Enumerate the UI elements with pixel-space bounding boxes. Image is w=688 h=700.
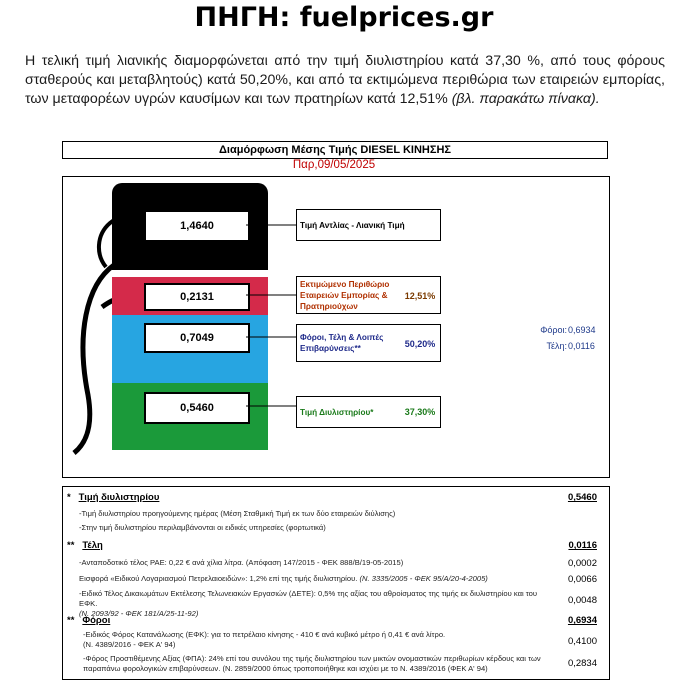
chart-title: Διαμόρφωση Μέσης Τιμής DIESEL ΚΙΝΗΣΗΣ (62, 141, 608, 159)
tax-row-1-text: -Ειδικός Φόρος Κατανάλωσης (ΕΦΚ): για το πετρέλαιο κίνησης - 410 € ανά κυβικό μέτρο ή 0,41 € ανά λίτρο. (83, 630, 446, 639)
tax-row-1-ref: (Ν. 4389/2016 - ΦΕΚ Α' 94) (83, 640, 176, 649)
margins-value: 0,2131 (144, 283, 250, 311)
refinery-title: Τιμή διυλιστηρίου (78, 492, 160, 503)
tax-row-2-ref: (Ν. 2859/2000 όπως τροποποιήθηκε και ισχύει με το Ν. 4389/2016 (ΦΕΚ Α' 94) (222, 664, 488, 673)
fee-row-2-value: 0,0066 (567, 574, 597, 585)
fees-total: 0,0116 (568, 540, 597, 551)
refinery-marker: * (67, 492, 71, 503)
side-teli-label: Τέλη: (546, 341, 567, 351)
taxes-value: 0,7049 (144, 323, 250, 353)
source-title: ΠΗΓΗ: fuelprices.gr (194, 2, 494, 33)
retail-price-value: 1,4640 (144, 210, 250, 242)
tax-row-2-value: 0,2834 (567, 658, 597, 669)
intro-paragraph (25, 52, 665, 109)
refinery-label-text: Τιμή Διυλιστηρίου* (300, 407, 374, 417)
tax-row-2-text: -Φόρος Προστιθέμενης Αξίας (ΦΠΑ): 24% επί του συνόλου της τιμής διυλιστηρίου των μικτών ονομαστικών περιθωρίων κέρδους και των παραπάνω φορολογικών επιβαρύνσεων. (83, 654, 541, 673)
fee-row-2-ref: (Ν. 3335/2005 - ΦΕΚ 95/Α/20-4-2005) (359, 574, 488, 583)
margins-pct: 12,51% (404, 291, 436, 301)
retail-label-text: Τιμή Αντλίας - Λιανική Τιμή (300, 220, 405, 230)
refinery-total: 0,5460 (567, 492, 597, 503)
side-foroi-label: Φόροι: (540, 325, 567, 335)
refinery-header (67, 492, 159, 503)
fee-row-1-value: 0,0002 (567, 558, 597, 569)
taxes-title: Φόροι (82, 615, 111, 626)
taxes-pct: 50,20% (404, 339, 436, 349)
intro-italic-text: (βλ. παρακάτω πίνακα). (451, 91, 600, 107)
fee-row-3-ref: (Ν. 2093/92 - ΦΕΚ 181/Α/25-11-92) (79, 609, 199, 618)
taxes-marker: ** (67, 615, 75, 626)
chart-date: Παρ,09/05/2025 (292, 159, 376, 171)
refinery-value: 0,5460 (144, 392, 250, 424)
taxes-header (67, 615, 110, 626)
fee-row-3-value: 0,0048 (567, 595, 597, 606)
fees-marker: ** (67, 540, 75, 551)
refinery-note-1: -Τιμή διυλιστηρίου προηγούμενης ημέρας (Μέση Σταθμική Τιμή εκ των δύο εταιρειών διύλισης) (79, 509, 396, 518)
tax-row-1-value: 0,4100 (567, 636, 597, 647)
fee-row-1-text: -Ανταποδοτικό τέλος ΡΑΕ: 0,22 € ανά χίλια λίτρα. (Απόφαση 147/2015 - ΦΕΚ 888/Β/19-05-2015) (79, 558, 404, 567)
margins-label-text: Εκτιμώμενο Περιθώριο Εταιρειών Εμπορίας & Πρατηριούχων (300, 279, 390, 311)
intro-main-text: Η τελική τιμή λιανικής διαμορφώνεται από την τιμή διυλιστηρίου κατά 37,30 %, από τους φόρους σταθερούς και μεταβλητούς) κατά 50,20%, και από τα εκτιμώμενα περιθώρια των εταιρειών εμπορίας, των μεταφορέων υγρών καυσίμων και των πρατηρίων κατά 12,51% (25, 53, 665, 107)
taxes-label-text: Φόροι, Τέλη & Λοιπές Επιβαρύνσεις** (300, 333, 384, 353)
details-box (62, 486, 610, 680)
fees-header (67, 540, 103, 551)
fee-row-2-text: Εισφορά «Ειδικού Λογαριασμού Πετρελαιοειδών»: 1,2% επί της τιμής διυλιστηρίου. (79, 574, 358, 583)
side-teli-value: 0,0116 (568, 341, 595, 351)
refinery-pct: 37,30% (404, 407, 436, 417)
fee-row-3-text: -Ειδικό Τέλος Δικαιωμάτων Εκτέλεσης Τελωνειακών Εργασιών (ΔΕΤΕ): 0,5% της αξίας του αθροίσματος της τιμής εκ διυλιστηρίου και του ΕΦΚ. (79, 589, 538, 608)
fees-title: Τέλη (82, 540, 103, 551)
retail-label (296, 209, 441, 241)
side-foroi-value: 0,6934 (568, 325, 596, 335)
refinery-note-2: -Στην τιμή διυλιστηρίου περιλαμβάνονται οι ειδικές υπηρεσίες (φορτωτικά) (79, 523, 326, 532)
taxes-total: 0,6934 (567, 615, 597, 626)
